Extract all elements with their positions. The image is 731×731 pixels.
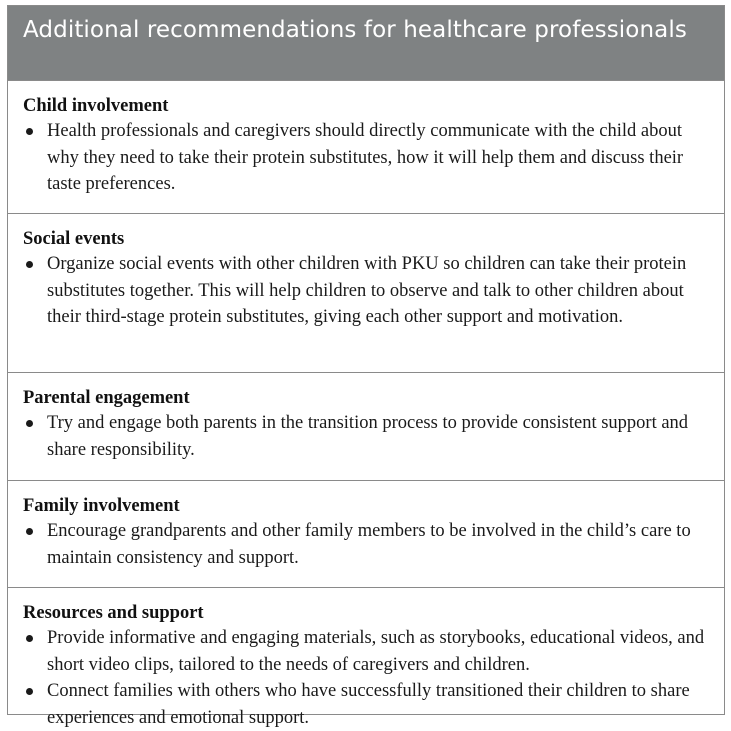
bullet-text: Provide informative and engaging materials, such as storybooks, educational videos, and short video clips, tailored to the needs of caregivers and children. [47, 628, 705, 675]
section-heading: Parental engagement [23, 388, 190, 408]
bullet-list [23, 518, 712, 571]
section-parental-engagement [8, 372, 724, 480]
bullet-list [23, 625, 712, 731]
bullet-list [23, 118, 712, 198]
bullet-text: Organize social events with other children with PKU so children can take their protein substitutes together. This will help children to observe and talk to other children about their third-stage protein substitutes, giving each other support and motivation. [47, 254, 687, 327]
section-heading: Family involvement [23, 496, 180, 516]
bullet-dot-icon [26, 420, 33, 427]
section-resources-and-support [8, 587, 724, 728]
bullet-text: Health professionals and caregivers should directly communicate with the child about why they need to take their protein substitutes, how it will help them and discuss their taste preferences. [47, 121, 684, 194]
bullet-text: Try and engage both parents in the transition process to provide consistent support and share responsibility. [47, 413, 689, 460]
section-heading: Resources and support [23, 603, 204, 623]
bullet-item [23, 518, 712, 571]
bullet-item [23, 625, 712, 678]
bullet-dot-icon [26, 128, 33, 135]
section-heading: Child involvement [23, 96, 169, 116]
recommendations-table [7, 5, 725, 728]
bullet-item [23, 678, 712, 731]
bullet-text: Connect families with others who have successfully transitioned their children to share experiences and emotional support. [47, 681, 690, 728]
table-title: Additional recommendations for healthcare professionals [23, 17, 687, 43]
bullet-text: Encourage grandparents and other family members to be involved in the child’s care to maintain consistency and support. [47, 521, 691, 568]
section-heading: Social events [23, 229, 125, 249]
section-social-events [8, 213, 724, 372]
bullet-dot-icon [26, 688, 33, 695]
bullet-list [23, 410, 712, 463]
bullet-dot-icon [26, 528, 33, 535]
table-header [8, 6, 724, 80]
bullet-dot-icon [26, 635, 33, 642]
bullet-item [23, 251, 712, 331]
bullet-item [23, 410, 712, 463]
section-child-involvement [8, 80, 724, 213]
bullet-list [23, 251, 712, 331]
bullet-dot-icon [26, 261, 33, 268]
section-family-involvement [8, 480, 724, 587]
bullet-item [23, 118, 712, 198]
